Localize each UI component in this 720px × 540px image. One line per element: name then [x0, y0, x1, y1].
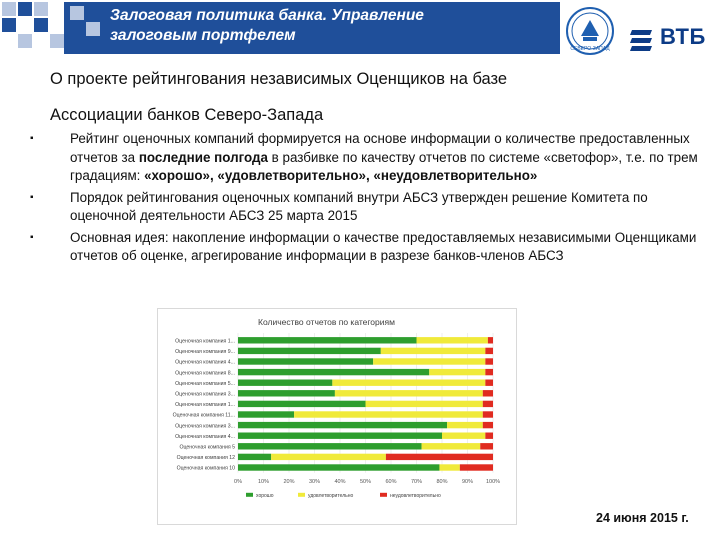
category-label: Оценочная компания 11... — [172, 412, 235, 419]
bar-segment-3 — [460, 464, 493, 470]
bullet-marker: ▪ — [30, 191, 34, 203]
bar-segment-2 — [381, 348, 486, 354]
decor-square — [50, 34, 64, 48]
chart-frame — [157, 308, 517, 525]
bar-segment-3 — [386, 454, 493, 460]
category-label: Оценочная компания 10 — [176, 465, 235, 472]
decor-square — [18, 34, 32, 48]
bar-segment-1 — [238, 464, 439, 470]
category-label: Оценочная компания 3... — [175, 423, 235, 430]
header-title-line2: залоговым портфелем — [110, 27, 296, 44]
category-label: Оценочная компания 5... — [175, 380, 235, 387]
decor-square — [18, 2, 32, 16]
x-tick-label: 50% — [359, 478, 372, 485]
bar-segment-1 — [238, 454, 271, 460]
bar-segment-3 — [485, 358, 493, 364]
bar-segment-1 — [238, 390, 335, 396]
bullet-item — [22, 189, 702, 226]
bullet-text: Основная идея: накопление информации о качестве предоставляемых независимыми Оценщиками отчетов об оценке, агрегирование информации в разрезе банков-членов АБСЗ — [70, 229, 697, 263]
category-label: Оценочная компания 5 — [179, 444, 235, 451]
bullet-marker: ▪ — [30, 231, 34, 243]
bullet-text: Рейтинг оценочных компаний формируется на основе информации о количестве предоставленных отчетов за — [70, 131, 690, 165]
x-tick-label: 0% — [234, 478, 242, 485]
decor-square — [2, 2, 16, 16]
legend-label: неудовлетворительно — [390, 492, 441, 499]
x-tick-label: 100% — [485, 478, 501, 485]
decor-square — [34, 18, 48, 32]
bar-segment-3 — [485, 348, 493, 354]
bar-segment-3 — [480, 443, 493, 449]
bar-segment-1 — [238, 433, 442, 439]
bar-segment-2 — [417, 337, 488, 343]
category-label: Оценочная компания 3... — [175, 391, 235, 398]
bar-segment-2 — [442, 433, 485, 439]
slide-heading-line2: Ассоциации банков Северо-Запада — [50, 106, 324, 124]
slide-heading — [50, 64, 690, 130]
x-tick-label: 90% — [461, 478, 474, 485]
bar-segment-2 — [373, 358, 485, 364]
bar-segment-3 — [485, 380, 493, 386]
bar-segment-3 — [483, 401, 493, 407]
bar-segment-2 — [335, 390, 483, 396]
decor-square — [2, 18, 16, 32]
bar-segment-2 — [447, 422, 483, 428]
bar-segment-1 — [238, 401, 366, 407]
decor-square — [34, 2, 48, 16]
bar-segment-3 — [483, 390, 493, 396]
bar-segment-1 — [238, 369, 429, 375]
association-logo-text: СЕВЕРО-ЗАПАД — [570, 46, 610, 52]
bullet-marker: ▪ — [30, 133, 34, 144]
x-tick-label: 20% — [283, 478, 295, 485]
legend-swatch — [246, 493, 253, 497]
bullet-text: в разбивке по качеству отчетов по системе «светофор», т.е. по трем градациям: — [70, 149, 698, 183]
category-label: Оценочная компания 1... — [175, 402, 235, 409]
decor-square — [70, 6, 84, 20]
category-label: Оценочная компания 4... — [175, 433, 235, 440]
header-band — [0, 0, 720, 56]
bar-segment-1 — [238, 411, 294, 417]
bar-segment-3 — [483, 411, 493, 417]
vtb-logo-text: ВТБ — [660, 24, 706, 49]
bar-segment-2 — [429, 369, 485, 375]
bar-segment-2 — [439, 464, 459, 470]
bar-segment-3 — [488, 337, 493, 343]
category-label: Оценочная компания 4... — [175, 359, 235, 366]
x-tick-label: 70% — [410, 478, 423, 485]
decor-square — [86, 22, 100, 36]
category-label: Оценочная компания 8... — [175, 370, 235, 377]
bar-segment-3 — [483, 422, 493, 428]
bullet-text-bold: «хорошо», «удовлетворительно», «неудовлетворительно» — [144, 168, 538, 183]
category-label: Оценочная компания 1... — [175, 338, 235, 345]
bullet-text-bold: последние полгода — [138, 149, 268, 165]
header-title-line1: Залоговая политика банка. Управление — [110, 7, 424, 24]
association-logo — [565, 6, 615, 56]
bar-segment-1 — [238, 422, 447, 428]
bar-segment-3 — [485, 369, 493, 375]
bar-segment-1 — [238, 348, 381, 354]
bullet-item — [22, 130, 702, 186]
date-stamp: 24 июня 2015 г. — [596, 511, 689, 525]
chart-title: Количество отчетов по категориям — [258, 317, 395, 327]
legend-label: хорошо — [256, 492, 274, 499]
category-label: Оценочная компания 12 — [176, 455, 235, 462]
legend-swatch — [380, 493, 387, 497]
header-title — [110, 6, 550, 46]
x-tick-label: 60% — [385, 478, 397, 485]
x-tick-label: 10% — [257, 478, 270, 485]
bullet-text: Порядок рейтингования оценочных компаний внутри АБСЗ утвержден решение Комитета по оценочной деятельности АБСЗ 25 марта 2015 — [70, 189, 648, 223]
bar-segment-2 — [271, 454, 386, 460]
x-tick-label: 40% — [334, 478, 346, 485]
category-label: Оценочная компания 9... — [175, 349, 235, 356]
bar-segment-2 — [332, 380, 485, 386]
x-tick-label: 30% — [308, 478, 321, 485]
x-tick-label: 80% — [436, 478, 448, 485]
bar-segment-1 — [238, 358, 373, 364]
bar-segment-3 — [485, 433, 493, 439]
bar-segment-1 — [238, 337, 417, 343]
legend-swatch — [298, 493, 305, 497]
legend-label: удовлетворительно — [308, 492, 354, 499]
bar-segment-2 — [366, 401, 483, 407]
bar-segment-1 — [238, 443, 422, 449]
stacked-bar-chart — [158, 309, 516, 524]
bar-segment-2 — [422, 443, 481, 449]
bar-segment-1 — [238, 380, 332, 386]
slide-heading-line1: О проекте рейтингования независимых Оценщиков на базе — [50, 70, 508, 88]
bullet-list — [22, 130, 702, 269]
bar-segment-2 — [294, 411, 483, 417]
bullet-item — [22, 229, 702, 266]
